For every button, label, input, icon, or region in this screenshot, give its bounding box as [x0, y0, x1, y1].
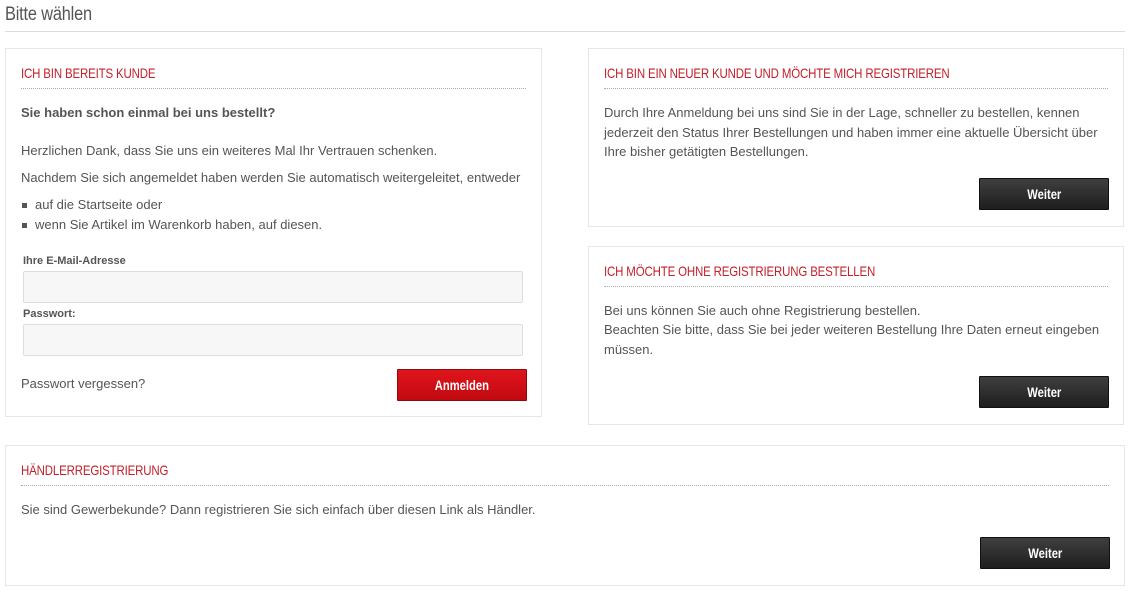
redirect-options-list [21, 195, 322, 234]
dealer-text: Sie sind Gewerbekunde? Dann registrieren Sie sich einfach über diesen Link als Händler. [21, 502, 536, 517]
thanks-text: Herzlichen Dank, dass Sie uns ein weiteres Mal Ihr Vertrauen schenken. [21, 143, 438, 158]
list-item: wenn Sie Artikel im Warenkorb haben, auf diesen. [21, 215, 322, 235]
guest-continue-label: Weiter [1026, 384, 1062, 400]
register-continue-button[interactable] [979, 178, 1109, 210]
returning-question: Sie haben schon einmal bei uns bestellt? [21, 105, 276, 120]
new-customer-text: Durch Ihre Anmeldung bei uns sind Sie in der Lage, schneller zu bestellen, kennen jederzeit den Status Ihrer Bestellungen und haben immer eine aktuelle Übersicht über Ihre bisher getätigten Bestellungen. [604, 105, 1098, 159]
existing-customer-panel [5, 48, 542, 417]
register-continue-label: Weiter [1026, 186, 1062, 202]
password-label: Passwort: [23, 308, 76, 320]
guest-checkout-panel [588, 246, 1124, 425]
login-button-label: Anmelden [434, 377, 490, 393]
dealer-heading: HÄNDLERREGISTRIERUNG [21, 462, 169, 478]
panel-heading [21, 462, 1109, 486]
dealer-continue-button[interactable] [980, 537, 1110, 569]
redirect-info-text: Nachdem Sie sich angemeldet haben werden Sie automatisch weitergeleitet, entweder [21, 170, 521, 185]
login-button[interactable] [397, 369, 527, 401]
email-label: Ihre E-Mail-Adresse [23, 255, 126, 267]
forgot-password-link[interactable]: Passwort vergessen? [21, 376, 146, 391]
guest-continue-button[interactable] [979, 376, 1109, 408]
new-customer-heading: ICH BIN EIN NEUER KUNDE UND MÖCHTE MICH REGISTRIEREN [604, 65, 950, 81]
page-title: Bitte wählen [5, 4, 92, 25]
dealer-continue-label: Weiter [1027, 545, 1063, 561]
dealer-registration-panel [5, 445, 1125, 586]
panel-heading [21, 65, 526, 89]
list-item: auf die Startseite oder [21, 195, 322, 215]
guest-text-line2: Beachten Sie bitte, dass Sie bei jeder weiteren Bestellung Ihre Daten erneut eingeben müssen. [604, 322, 1100, 357]
existing-customer-heading: ICH BIN BEREITS KUNDE [21, 65, 156, 81]
guest-text-line1: Bei uns können Sie auch ohne Registrierung bestellen. [604, 303, 921, 318]
guest-heading: ICH MÖCHTE OHNE REGISTRIERUNG BESTELLEN [604, 263, 876, 279]
title-divider [5, 31, 1125, 32]
email-field[interactable] [23, 271, 523, 303]
panel-heading [604, 263, 1108, 287]
password-field[interactable] [23, 324, 523, 356]
new-customer-panel [588, 48, 1124, 227]
panel-heading [604, 65, 1108, 89]
